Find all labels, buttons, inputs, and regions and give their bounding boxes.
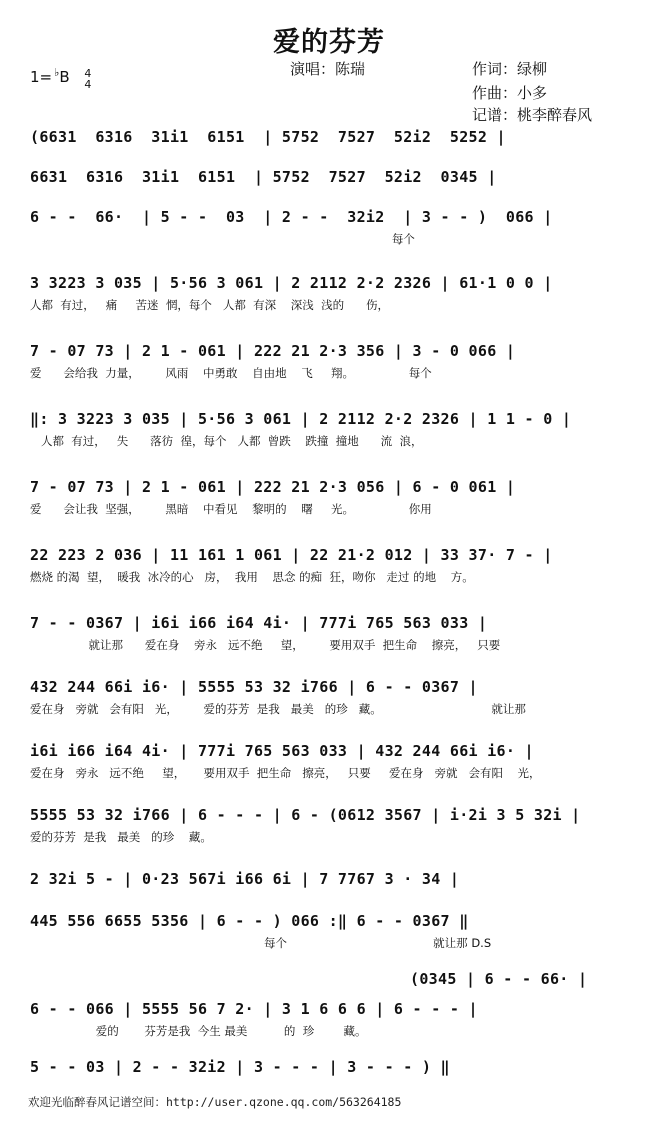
lyricist-credit: 作词：绿柳 xyxy=(472,60,548,78)
lyric-line: 人都 有过， 失 落彷 徨，每个 人都 曾跌 跌撞 撞地 流 浪， xyxy=(30,434,423,448)
lyric-line: 爱的芬芳 是我 最美 的珍 藏。 xyxy=(30,830,212,844)
notation-line: 445 556 6655 5356 | 6 - - ) 066 :‖ 6 - - 0367 ‖ xyxy=(30,912,469,930)
footer-url: http://user.qzone.qq.com/563264185 xyxy=(166,1095,402,1109)
notation-line: ‖: 3 3223 3 035 | 5·56 3 061 | 2 2112 2·2 2326 | 1 1 - 0 | xyxy=(30,410,572,428)
lyric-line: 燃烧 的渴 望， 暖我 冰冷的心 房， 我用 思念 的痴 狂，吻你 走过 的地 方。 xyxy=(30,570,474,584)
notation-line: 6 - - 66· | 5 - - 03 | 2 - - 32i2 | 3 - - ) 066 | xyxy=(30,208,553,226)
notation-line: 5555 53 32 i766 | 6 - - - | 6 - (0612 3567 | i·2i 3 5 32i | xyxy=(30,806,581,824)
footer xyxy=(28,1094,401,1110)
key-prefix: 1= xyxy=(30,68,53,86)
notation-line: 7 - - 0367 | i6i i66 i64 4i· | 777i 765 563 033 | xyxy=(30,614,488,632)
key-signature xyxy=(30,66,91,90)
lyric-line: 爱的 芬芳是我 今生 最美 的 珍 藏。 xyxy=(30,1024,367,1038)
notation-line: 3 3223 3 035 | 5·56 3 061 | 2 2112 2·2 2326 | 61·1 0 0 | xyxy=(30,274,553,292)
composer-credit: 作曲：小多 xyxy=(472,84,548,102)
notation-line: 5 - - 03 | 2 - - 32i2 | 3 - - - | 3 - - - ) ‖ xyxy=(30,1058,450,1076)
lyric-line: 每个 xyxy=(30,232,415,246)
lyric-line: 人都 有过， 痛 苦迷 惘，每个 人都 有深 深浅 浅的 伤， xyxy=(30,298,390,312)
song-title: 爱的芬芳 xyxy=(273,27,385,58)
time-bottom: 4 xyxy=(84,78,92,91)
singer-credit: 演唱：陈瑞 xyxy=(290,60,366,78)
notation-line: 2 32i 5 - | 0·23 567i i66 6i | 7 7767 3 · 34 | xyxy=(30,870,460,888)
notation-line: 6631 6316 31i1 6151 | 5752 7527 52i2 0345 | xyxy=(30,168,497,186)
lyric-line: 爱在身 旁永 远不绝 望， 要用双手 把生命 擦亮， 只要 爱在身 旁就 会有阳 光， xyxy=(30,766,541,780)
transcriber-credit: 记谱：桃李醉春风 xyxy=(472,106,593,124)
lyric-line: 爱 会让我 坚强， 黑暗 中看见 黎明的 曙 光。 你用 xyxy=(30,502,432,516)
extra-notes: (0345 | 6 - - 66· | xyxy=(410,970,588,988)
lyric-line: 爱 会给我 力量， 风雨 中勇敢 自由地 飞 翔。 每个 xyxy=(30,366,432,380)
notation-line: 7 - 07 73 | 2 1 - 061 | 222 21 2·3 356 | 3 - 0 066 | xyxy=(30,342,516,360)
lyric-line: 每个 就让那 D.S xyxy=(30,936,492,950)
notation-line: 6 - - 066 | 5555 56 7 2· | 3 1 6 6 6 | 6 - - - | xyxy=(30,1000,478,1018)
lyric-line: 就让那 爱在身 旁永 远不绝 望， 要用双手 把生命 擦亮， 只要 xyxy=(30,638,501,652)
notation-line: (6631 6316 31i1 6151 | 5752 7527 52i2 5252 | xyxy=(30,128,506,146)
notation-line: i6i i66 i64 4i· | 777i 765 563 033 | 432 244 66i i6· | xyxy=(30,742,534,760)
time-signature xyxy=(84,68,91,90)
footer-label: 欢迎光临醉春风记谱空间： xyxy=(28,1095,166,1109)
notation-line: 7 - 07 73 | 2 1 - 061 | 222 21 2·3 056 | 6 - 0 061 | xyxy=(30,478,516,496)
notation-line: 432 244 66i i6· | 5555 53 32 i766 | 6 - - 0367 | xyxy=(30,678,478,696)
lyric-line: 爱在身 旁就 会有阳 光， 爱的芬芳 是我 最美 的珍 藏。 就让那 xyxy=(30,702,526,716)
key-note: B xyxy=(59,68,70,86)
flat-sign: ♭ xyxy=(54,66,60,79)
notation-line: 22 223 2 036 | 11 161 1 061 | 22 21·2 012 | 33 37· 7 - | xyxy=(30,546,553,564)
time-top: 4 xyxy=(84,67,92,80)
